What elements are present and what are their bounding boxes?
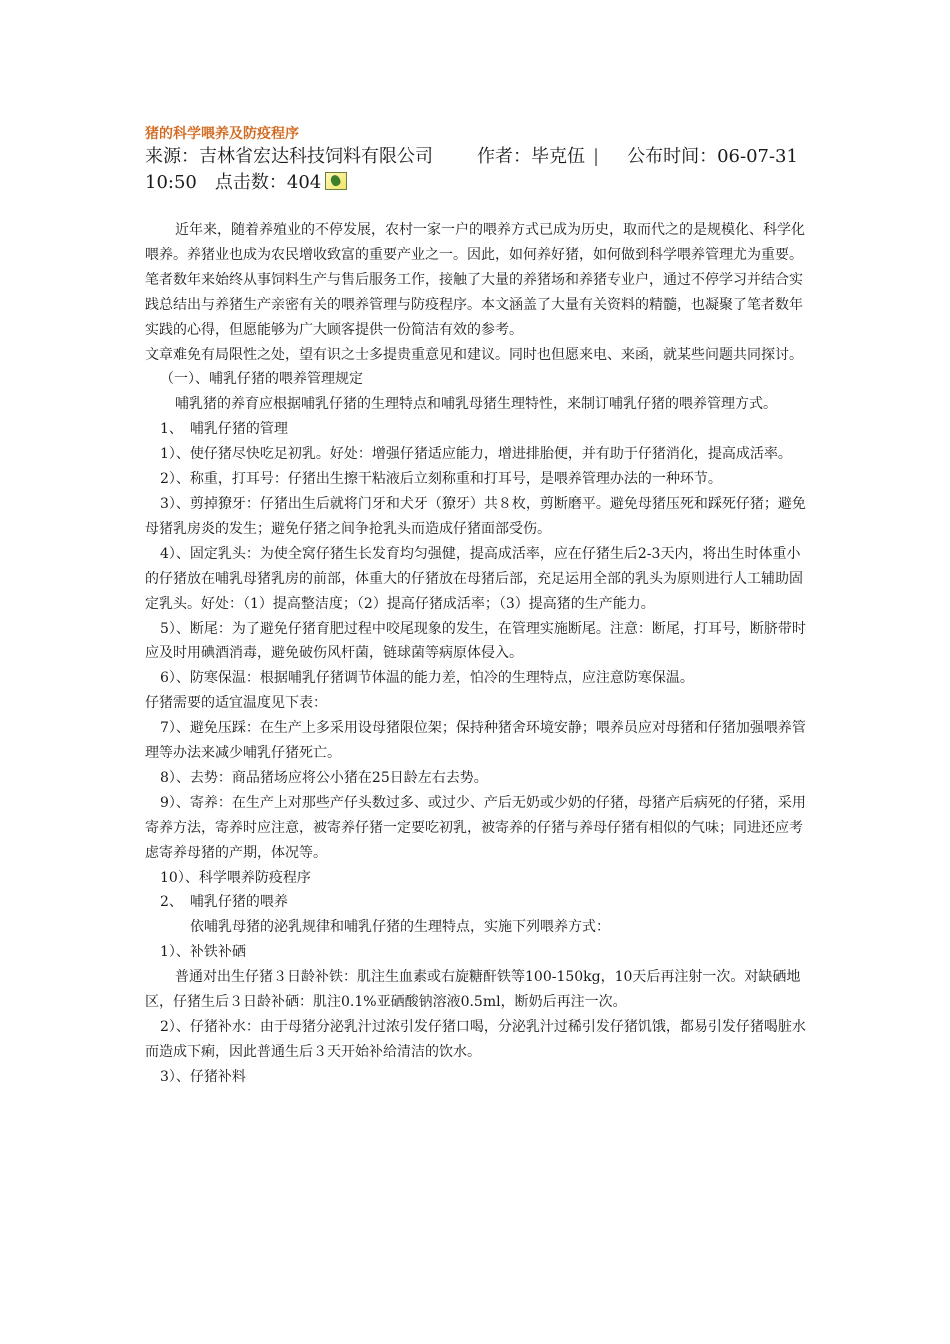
click-count: 点击数：404 bbox=[214, 172, 322, 193]
meta-separator: | bbox=[593, 146, 600, 167]
list-item: 6）、防寒保温：根据哺乳仔猪调节体温的能力差，怕冷的生理特点，应注意防寒保温。 bbox=[160, 670, 694, 687]
list-item: 7）、避免压踩：在生产上多采用设母猪限位架；保持种猪舍环境安静；喂养员应对母猪和仔猪加强喂养管理等办法来减少哺乳仔猪死亡。 bbox=[145, 720, 806, 762]
paragraph: 笔者数年来始终从事饲料生产与售后服务工作，接触了大量的养猪场和养猪专业户，通过不停学习并结合实践总结出与养猪生产亲密有关的喂养管理与防疫程序。本文涵盖了大量有关资料的精髓，也凝聚了笔者数年实践的心得，但愿能够为广大顾客提供一份简洁有效的参考。 bbox=[145, 271, 803, 338]
document-icon[interactable] bbox=[325, 172, 347, 190]
publish-time: 公布时间：06-07-31 10:50 bbox=[145, 146, 798, 193]
list-item: 9）、寄养：在生产上对那些产仔头数过多、或过少、产后无奶或少奶的仔猪，母猪产后病死的仔猪，采用寄养方法，寄养时应注意，被寄养仔猪一定要吃初乳，被寄养的仔猪与养母仔猪有相似的气味；同进还应考虑寄养母猪的产期，体况等。 bbox=[145, 794, 806, 861]
document-page bbox=[145, 124, 813, 1090]
article-title: 猪的科学喂养及防疫程序 bbox=[145, 126, 299, 142]
subsection-heading: 1、 哺乳仔猪的管理 bbox=[160, 421, 288, 438]
paragraph: 仔猪需要的适宜温度见下表： bbox=[145, 695, 327, 712]
section-heading: （一）、哺乳仔猪的喂养管理规定 bbox=[160, 371, 363, 388]
list-item: 1）、使仔猪尽快吃足初乳。好处：增强仔猪适应能力，增进排胎便，并有助于仔猪消化，提高成活率。 bbox=[160, 446, 792, 463]
paragraph: 哺乳猪的养育应根据哺乳仔猪的生理特点和哺乳母猪生理特性，来制订哺乳仔猪的喂养管理方式。 bbox=[175, 396, 777, 413]
list-item: 3）、仔猪补料 bbox=[160, 1068, 246, 1085]
source-info: 来源：吉林省宏达科技饲料有限公司 bbox=[145, 146, 433, 167]
list-item: 2）、称重，打耳号：仔猪出生擦干粘液后立刻称重和打耳号，是喂养管理办法的一种环节。 bbox=[160, 471, 722, 488]
list-item: 5）、断尾：为了避免仔猪育肥过程中咬尾现象的发生，在管理实施断尾。注意：断尾，打耳号，断脐带时应及时用碘酒消毒，避免破伤风杆菌，链球菌等病原体侵入。 bbox=[145, 620, 806, 662]
list-item: 4）、固定乳头：为使全窝仔猪生长发育均匀强健，提高成活率，应在仔猪生后2-3天内，将出生时体重小的仔猪放在哺乳母猪乳房的前部，体重大的仔猪放在母猪后部，充足运用全部的乳头为原则进行人工辅助固定乳头。好处：（1）提高整洁度；（2）提高仔猪成活率；（3）提高猪的生产能力。 bbox=[145, 545, 803, 612]
list-item: 3）、剪掉獠牙：仔猪出生后就将门牙和犬牙（獠牙）共８枚，剪断磨平。避免母猪压死和踩死仔猪；避免母猪乳房炎的发生；避免仔猪之间争抢乳头而造成仔猪面部受伤。 bbox=[145, 495, 806, 537]
paragraph: 近年来，随着养殖业的不停发展，农村一家一户的喂养方式已成为历史，取而代之的是规模化、科学化喂养。养猪业也成为农民增收致富的重要产业之一。因此，如何养好猪，如何做到科学喂养管理尤为重要。 bbox=[145, 222, 805, 263]
list-item: 1）、补铁补硒 bbox=[160, 944, 246, 961]
list-item: 10）、科学喂养防疫程序 bbox=[160, 869, 311, 886]
list-item: 2）、仔猪补水：由于母猪分泌乳汁过浓引发仔猪口喝，分泌乳汁过稀引发仔猪饥饿，都易引发仔猪喝脏水而造成下痢，因此普通生后３天开始补给清洁的饮水。 bbox=[145, 1019, 806, 1060]
paragraph: 依哺乳母猪的泌乳规律和哺乳仔猪的生理特点，实施下列喂养方式： bbox=[190, 919, 610, 936]
list-item: 8）、去势：商品猪场应将公小猪在25日龄左右去势。 bbox=[160, 769, 488, 786]
article-body bbox=[145, 218, 813, 1090]
author-info: 作者：毕克伍 bbox=[477, 146, 585, 167]
subsection-heading: 2、 哺乳仔猪的喂养 bbox=[160, 894, 288, 911]
paragraph: 文章难免有局限性之处，望有识之士多提贵重意见和建议。同时也但愿来电、来函，就某些问题共同探讨。 bbox=[145, 346, 803, 363]
article-meta bbox=[145, 144, 813, 196]
paragraph: 普通对出生仔猪３日龄补铁：肌注生血素或右旋糖酐铁等100-150kg，10天后再注射一次。对缺硒地区，仔猪生后３日龄补硒：肌注0.1%亚硒酸钠溶液0.5ml，断奶后再注一次。 bbox=[145, 969, 801, 1011]
